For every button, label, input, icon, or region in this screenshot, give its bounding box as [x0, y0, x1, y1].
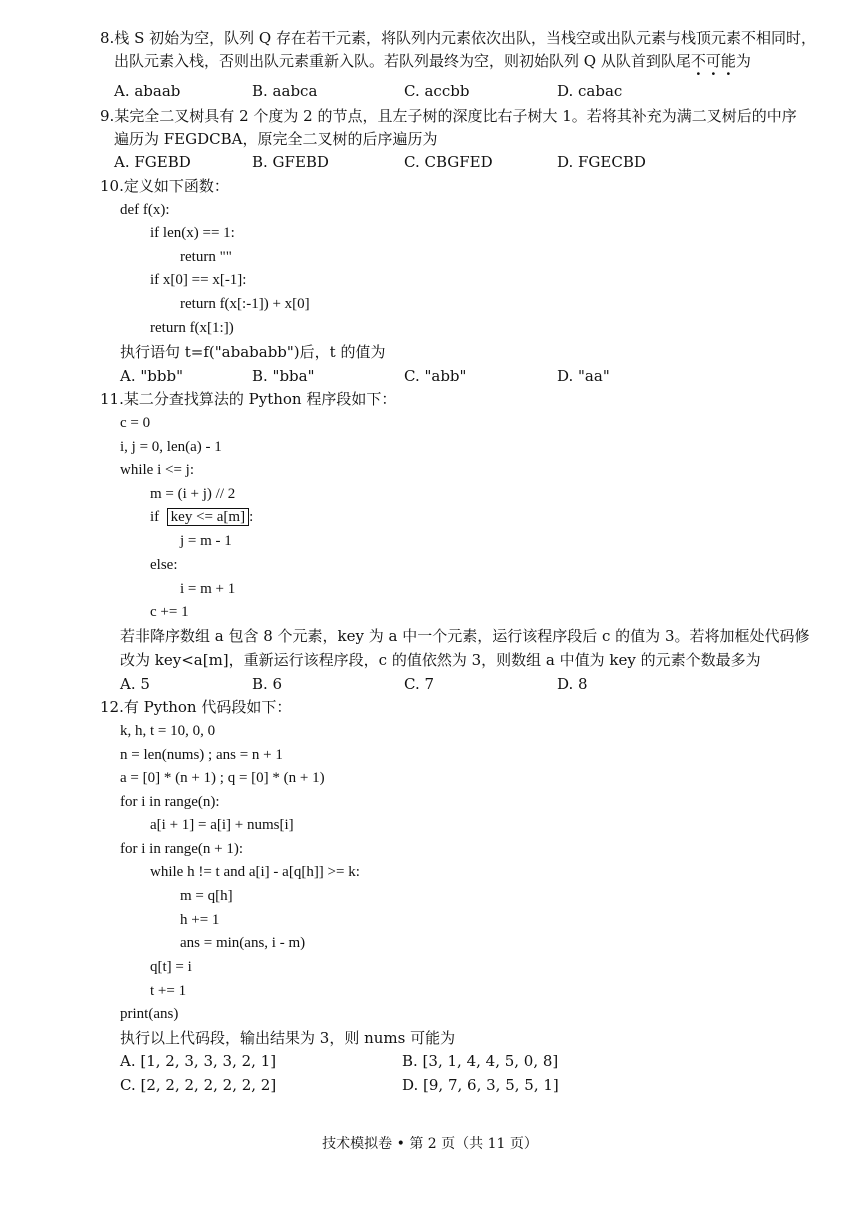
q8-line2	[114, 51, 751, 71]
q11-code-line: c += 1	[150, 604, 189, 620]
q12-code-line: m = q[h]	[180, 888, 233, 904]
q11-if-colon: :	[249, 509, 254, 525]
q9-option-c: C. CBGFED	[404, 153, 493, 171]
q8-line2-pre: 出队元素入栈，否则出队元素重新入队。若队列最终为空，则初始队列 Q 从队首到队尾	[114, 52, 691, 70]
q11-option-c: C. 7	[404, 675, 435, 693]
q12-title: 12.有 Python 代码段如下：	[100, 698, 292, 716]
q12-code-line: print(ans)	[120, 1006, 179, 1022]
q10-code-line: return f(x[1:])	[150, 320, 234, 336]
q12-code-line: a[i + 1] = a[i] + nums[i]	[150, 817, 294, 833]
q11-code-line: j = m - 1	[180, 533, 232, 549]
q8-option-a: A. abaab	[114, 82, 181, 100]
q10-option-c: C. "abb"	[404, 367, 467, 385]
q11-boxed-condition: key <= a[m]	[167, 508, 249, 526]
q12-code-line: for i in range(n + 1):	[120, 841, 244, 857]
q11-option-d: D. 8	[557, 675, 588, 693]
q12-option-d: D. [9, 7, 6, 3, 5, 5, 1]	[402, 1076, 559, 1094]
q9-line2: 遍历为 FEGDCBA，原完全二叉树的后序遍历为	[114, 130, 438, 148]
q11-code-line: c = 0	[120, 415, 151, 431]
q10-code-line: def f(x):	[120, 202, 170, 218]
q12-code-line: for i in range(n):	[120, 794, 220, 810]
q11-option-b: B. 6	[252, 675, 283, 693]
q12-code-line: ans = min(ans, i - m)	[180, 935, 306, 951]
q11-title: 11.某二分查找算法的 Python 程序段如下：	[100, 390, 397, 408]
q8-option-d: D. cabac	[557, 82, 623, 100]
q12-code-line: t += 1	[150, 983, 187, 999]
q9-option-a: A. FGEBD	[114, 153, 191, 171]
q12-option-c: C. [2, 2, 2, 2, 2, 2, 2]	[120, 1076, 277, 1094]
q11-option-a: A. 5	[120, 675, 150, 693]
q9-line1: 9.某完全二叉树具有 2 个度为 2 的节点，且左子树的深度比右子树大 1。若将其补充为满二叉树后的中序	[100, 107, 797, 125]
q11-code-line: i = m + 1	[180, 581, 236, 597]
q8-option-c: C. accbb	[404, 82, 470, 100]
q11-code-line: while i <= j:	[120, 462, 194, 478]
q11-stem2: 改为 key<a[m]，重新运行该程序段，c 的值依然为 3，则数组 a 中值为 key 的元素个数最多为	[120, 651, 761, 669]
q9-option-d: D. FGECBD	[557, 153, 646, 171]
q10-code-line: return f(x[:-1]) + x[0]	[180, 296, 310, 312]
q8-emph-3: 能	[720, 52, 736, 70]
q12-code-line: a = [0] * (n + 1) ; q = [0] * (n + 1)	[120, 770, 325, 786]
q10-option-a: A. "bbb"	[120, 367, 183, 385]
q12-code-line: q[t] = i	[150, 959, 192, 975]
q10-option-b: B. "bba"	[252, 367, 315, 385]
q11-code-line-if	[150, 507, 253, 527]
q12-option-b: B. [3, 1, 4, 4, 5, 0, 8]	[402, 1052, 559, 1070]
q11-code-line: i, j = 0, len(a) - 1	[120, 439, 222, 455]
q10-code-line: return ""	[180, 249, 232, 265]
q9-option-b: B. GFEBD	[252, 153, 329, 171]
q12-code-line: k, h, t = 10, 0, 0	[120, 723, 216, 739]
q8-line2-post: 为	[735, 52, 751, 70]
q8-option-b: B. aabca	[252, 82, 318, 100]
q12-code-line: h += 1	[180, 912, 220, 928]
q10-code-line: if x[0] == x[-1]:	[150, 272, 247, 288]
q10-title: 10.定义如下函数：	[100, 177, 229, 195]
q12-option-a: A. [1, 2, 3, 3, 3, 2, 1]	[120, 1052, 277, 1070]
q10-option-d: D. "aa"	[557, 367, 610, 385]
q12-code-line: while h != t and a[i] - a[q[h]] >= k:	[150, 864, 360, 880]
q10-stem: 执行语句 t=f("abababb")后，t 的值为	[120, 343, 386, 361]
q8-line1: 8.栈 S 初始为空，队列 Q 存在若干元素，将队列内元素依次出队，当栈空或出队元素与栈顶元素不相同时，	[100, 29, 816, 47]
q11-stem1: 若非降序数组 a 包含 8 个元素，key 为 a 中一个元素，运行该程序段后 c 的值为 3。若将加框处代码修	[120, 627, 810, 645]
q11-code-line: m = (i + j) // 2	[150, 486, 236, 502]
q11-code-line: else:	[150, 557, 178, 573]
q10-code-line: if len(x) == 1:	[150, 225, 235, 241]
q8-emph-2: 可	[705, 52, 721, 70]
q12-stem: 执行以上代码段，输出结果为 3，则 nums 可能为	[120, 1029, 456, 1047]
q11-if-keyword: if	[150, 509, 160, 525]
page-footer: 技术模拟卷 • 第 2 页（共 11 页）	[322, 1136, 538, 1152]
q12-code-line: n = len(nums) ; ans = n + 1	[120, 747, 283, 763]
q8-emph-1: 不	[690, 52, 706, 70]
